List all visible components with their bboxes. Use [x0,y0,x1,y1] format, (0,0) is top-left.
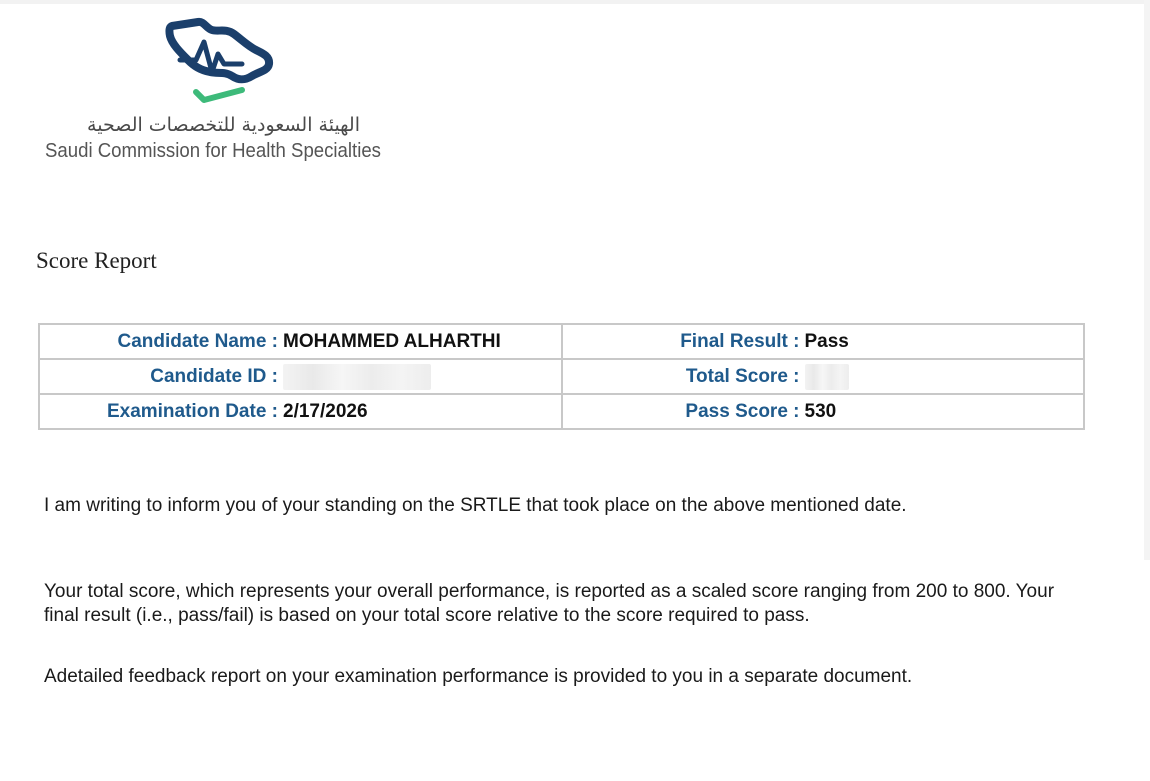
table-row [39,394,1084,429]
body-paragraph-scoring: Your total score, which represents your overall performance, is reported as a scaled score ranging from 200 to 800. Your final result (i.e., pass/fail) is based on your total score relative to the score required to pass. [44,581,1055,626]
total-score-label: Total Score : [685,365,800,387]
table-row [39,359,1084,394]
final-result-cell [562,324,1085,359]
page-top-edge [0,0,1150,4]
candidate-id-label: Candidate ID : [150,365,278,387]
pass-score-value: 530 [804,400,837,422]
final-result-label: Final Result : [680,330,800,352]
candidate-id-redacted [283,364,431,390]
org-name-arabic: الهيئة السعودية للتخصصات الصحية [87,114,360,136]
candidate-name-value: MOHAMMED ALHARTHI [283,330,501,352]
exam-date-cell [39,394,562,429]
candidate-name-label: Candidate Name : [117,330,278,352]
candidate-id-cell [39,359,562,394]
pass-score-label: Pass Score : [685,400,800,422]
final-result-value: Pass [804,330,849,352]
pass-score-cell [562,394,1085,429]
body-paragraph-standing: I am writing to inform you of your standing on the SRTLE that took place on the above mentioned date. [44,495,907,516]
page-right-edge [1144,0,1150,560]
candidate-name-cell [39,324,562,359]
scfhs-logo-icon [160,14,275,109]
org-name-english: Saudi Commission for Health Specialties [45,140,381,162]
report-title: Score Report [36,248,157,273]
candidate-info-table [38,323,1085,430]
table-row [39,324,1084,359]
exam-date-label: Examination Date : [106,400,278,422]
body-paragraph-feedback: Adetailed feedback report on your examination performance is provided to you in a separate document. [44,666,913,687]
total-score-cell [562,359,1085,394]
exam-date-value: 2/17/2026 [283,400,368,422]
total-score-redacted [805,364,849,390]
